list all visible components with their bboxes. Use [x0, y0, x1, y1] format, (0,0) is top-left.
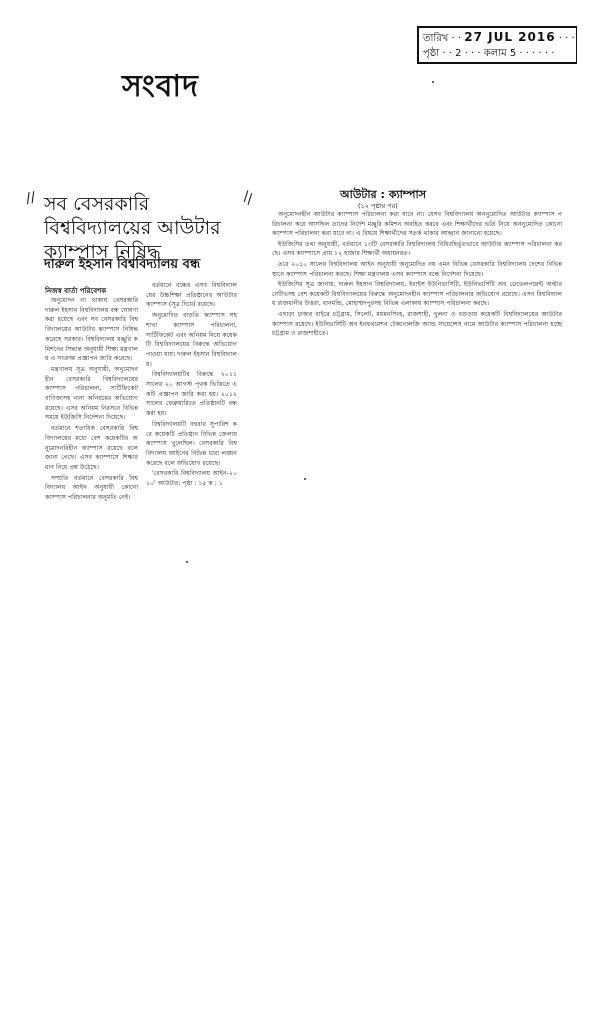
- paragraph: তবে ২০১০ সালের বিশ্ববিদ্যালয় আইন অনুযায়ী অনুমোদিত নয় এমন বিভিন্ন বেসরকারি বিশ্ববিদ্যালয় দেশের বিভিন্ন স্থানে ক্যাম্পাস পরিচালনা করছে। শিক্ষা মন্ত্রণালয় এসব ক্যাম্পাস বন্ধে নির্দেশনা দিয়েছে।: [272, 260, 562, 278]
- paragraph: বিশ্ববিদ্যালয়টির বিরুদ্ধে ২০১১ সালের ২০ আগস্ট পৃথক ভিত্তিতে একটি প্রজ্ঞাপন জারি করা হয়। ২০১২ সালের ফেব্রুয়ারিতে প্রতিষ্ঠানটি বন্ধ করা হয়।: [146, 371, 237, 418]
- paragraph: এছাড়া ঢাকার বাইরে চট্টগ্রাম, সিলেট, ময়মনসিংহ, রাজশাহী, খুলনা ও বগুড়ায় কয়েকটি বিশ্ববিদ্যালয়ের আউটার ক্যাম্পাস রয়েছে। ইউনিভার্সিটি অব ইনফরমেশন টেকনোলজি অ্যান্ড সায়েন্সেস নামে আউটার ক্যাম্পাস পরিচালনা হচ্ছে চট্টগ্রাম ও রাজশাহীতে।: [272, 310, 562, 338]
- paragraph: অনুমোদন না থাকায় বেসরকারি দারুল ইহসান বিশ্ববিদ্যালয় বন্ধ ঘোষণা করা হয়েছে এবং সব বেসরকারি বিশ্ববিদ্যালয়ের আউটার ক্যাম্পাস নিষিদ্ধ করেছে সরকার। বিশ্ববিদ্যালয় মঞ্জুরি কমিশনের সিদ্ধান্ত অনুযায়ী শিক্ষা মন্ত্রণালয় এ সংক্রান্ত প্রজ্ঞাপন জারি করেছে।: [45, 297, 138, 363]
- speck: [186, 561, 188, 563]
- article-column-2: [146, 281, 237, 543]
- paragraph: বর্তমানে শতাধিক বেসরকারি বিশ্ববিদ্যালয়ের মধ্যে বেশ কয়েকটির অনুমোদনবিহীন ক্যাম্পাস রয়েছে বলে জানা গেছে। এসব ক্যাম্পাসে শিক্ষার মান নিয়ে প্রশ্ন উঠেছে।: [45, 425, 138, 471]
- continuation-body: [272, 210, 562, 443]
- stamp-date-label: তারিখ: [423, 33, 449, 44]
- stamp-date-row: তারিখ · · 27 JUL 2016 · · ·: [423, 30, 575, 44]
- paragraph: ইউজিসির তথ্য অনুযায়ী, বর্তমানে ১৩টি বেসরকারি বিশ্ববিদ্যালয় বিধিবহির্ভূতভাবে আউটার ক্যাম্পাস পরিচালনা করছে। এসব ক্যাম্পাসে প্রায় ১২ হাজার শিক্ষার্থী অধ্যয়নরত।: [272, 240, 562, 258]
- continuation-from-page: (১২ পৃষ্ঠার পর): [358, 202, 398, 210]
- article-subheadline: দারুল ইহসান বিশ্ববিদ্যালয় বন্ধ: [44, 257, 201, 272]
- stamp-page-value: 2: [455, 48, 462, 59]
- article-byline: নিজস্ব বার্তা পরিবেশক: [45, 287, 107, 295]
- article-column-1: [45, 296, 138, 558]
- paragraph: অনুমোদনহীন আউটার ক্যাম্পাস পরিচালনা করা যাবে না। যেসব বিশ্ববিদ্যালয় অননুমোদিত আউটার ক্যাম্পাস পরিচালনা করে আসছিল তাদের নির্দেশ মঞ্জুরি কমিশন অবহিত করবে এবং শিক্ষার্থীদের ভর্তি নিয়ে অননুমোদিত কোনো ক্যাম্পাস পরিচালনা করা যাবে না। এ বিষয়ে শিক্ষার্থীদের সতর্ক থাকার আহ্বান জানানো হয়েছে।: [272, 211, 562, 238]
- speck: [304, 478, 306, 480]
- paragraph: বিশ্ববিদ্যালয়টি বহুবার সুপারিশ করে কয়েকটি প্রতিষ্ঠান বিভিন্ন জেলায় ক্যাম্পাস খুলেছিল। বেসরকারি বিশ্ববিদ্যালয় আইনের বিভিন্ন ধারা লঙ্ঘন করেছে বলে অভিযোগ রয়েছে।: [146, 420, 237, 467]
- stamp-page-row: পৃষ্ঠা · · 2 · · · কলাম 5 · · · · · ·: [423, 48, 555, 59]
- clipping-mark-left: //: [24, 189, 37, 207]
- date-stamp: [417, 26, 577, 64]
- paragraph: বর্তমানে বন্ধের এসব বিশ্ববিদ্যালয়ের উচ্চশিক্ষা প্রতিষ্ঠানের আউটার ক্যাম্পাস (সূত্র দিয়ে) রয়েছে।: [146, 282, 237, 309]
- paragraph: অনুমোদিত বাড়তি ক্যাম্পাস সহ শাখা ক্যাম্পাস পরিচালনা, সার্টিফিকেট এবং অনিয়ম নিয়ে কয়েকটি বিশ্ববিদ্যালয়ের বিরুদ্ধে অভিযোগ পাওয়া যায়। দারুল ইহসান বিশ্ববিদ্যালয়।: [146, 312, 237, 368]
- paragraph: সম্প্রতি বর্তমানে বেসরকারি বিশ্ববিদ্যালয় আইন অনুযায়ী কোনো ক্যাম্পাস পরিচালনার অনুমতি নেই।: [45, 474, 138, 502]
- newspaper-masthead: সংবাদ: [122, 69, 199, 104]
- stamp-column-value: 5: [509, 48, 517, 59]
- continuation-title: আউটার : ক্যাম্পাস: [340, 188, 426, 201]
- stamp-date-value: 27 JUL 2016: [464, 30, 556, 44]
- clipping-mark-right: \\: [239, 188, 257, 208]
- article-headline: সব বেসরকারি বিশ্ববিদ্যালয়ের আউটার ক্যাম্পাস নিষিদ্ধ: [44, 193, 221, 263]
- speck: [432, 81, 434, 83]
- stamp-page-label: পৃষ্ঠা: [423, 48, 440, 59]
- paragraph: মন্ত্রণালয় সূত্র অনুযায়ী, অনুমোদনহীন বেসরকারি বিশ্ববিদ্যালয়ের ক্যাম্পাস পরিচালনা, সার্টিফিকেট বাণিজ্যসহ নানা অনিয়মের অভিযোগ রয়েছে। এসব অনিয়ম নিরসনে বিভিন্ন সময়ে ইউজিসি নির্দেশনা দিয়েছে।: [45, 365, 138, 422]
- jump-reference: 'বেসরকারি বিশ্ববিদ্যালয় আইন-২০১০' আউটার: পৃষ্ঠা : ১৫ ক : ১: [146, 470, 237, 488]
- paragraph: ইউজিসির সূত্র জানায়, দারুল ইহসান বিশ্ববিদ্যালয়, ইবাইস ইউনিভার্সিটি, ইউনিভার্সিটি অব ডেভেলপমেন্ট অল্টারনেটিভসহ বেশ কয়েকটি বিশ্ববিদ্যালয়ের বিরুদ্ধে অনুমোদনহীন ক্যাম্পাস পরিচালনার অভিযোগ রয়েছে। এসব বিশ্ববিদ্যালয় রাজধানীর উত্তরা, ধানমন্ডি, মোহাম্মদপুরসহ বিভিন্ন এলাকায় ক্যাম্পাস পরিচালনা করছে।: [272, 281, 562, 308]
- stamp-column-label: কলাম: [483, 48, 507, 59]
